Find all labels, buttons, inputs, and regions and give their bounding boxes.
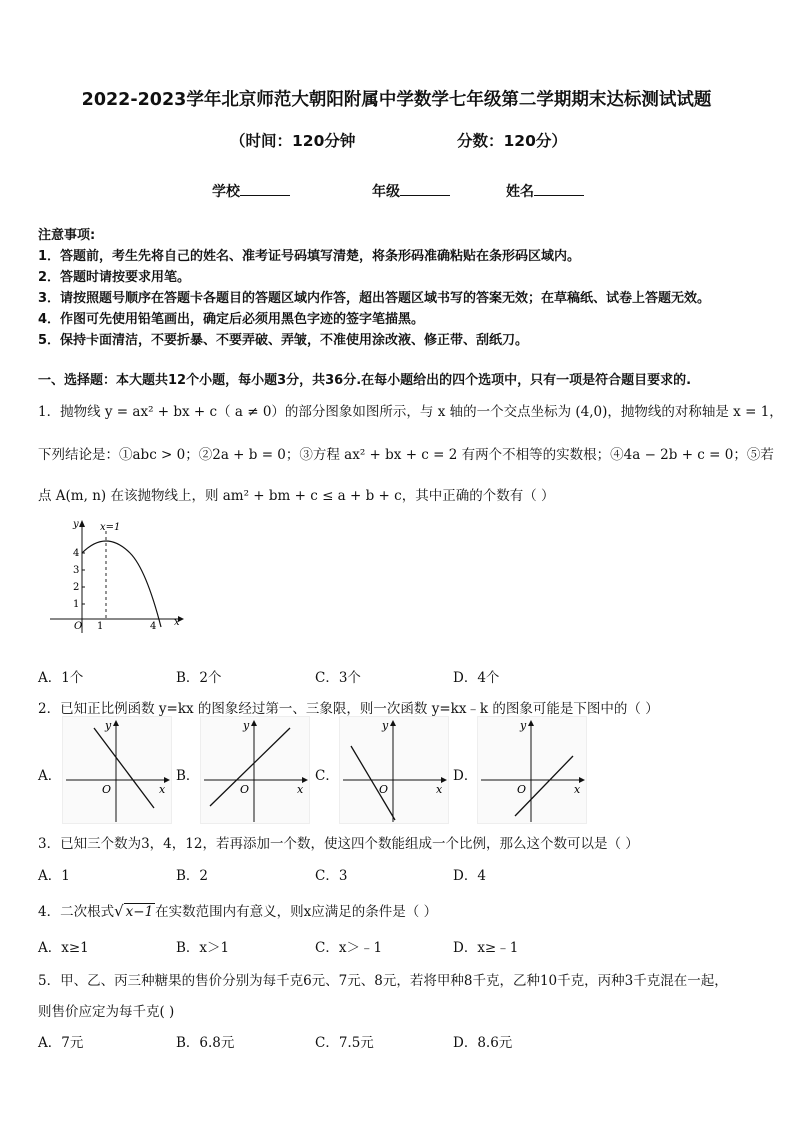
section-heading: 一、选择题：本大题共12个小题，每小题3分，共36分.在每小题给出的四个选项中，只有一项是符合题目要求的.	[38, 373, 692, 388]
q5-option-a[interactable]: A．7元	[38, 1035, 84, 1051]
q2-graph-b[interactable]	[200, 716, 310, 824]
q1-option-c[interactable]: C．3个	[315, 670, 361, 686]
y-tick-label: 1	[73, 599, 80, 610]
x-axis-label: x	[159, 783, 166, 796]
q2-option-a-label[interactable]: A．	[38, 768, 62, 784]
q5-line2: 则售价应定为每千克( )	[38, 1004, 175, 1020]
origin-label: O	[240, 783, 250, 796]
notice-heading: 注意事项:	[38, 228, 96, 243]
y-tick-label: 4	[73, 548, 80, 559]
q2-option-b-label[interactable]: B．	[176, 768, 200, 784]
x-axis-label: x	[297, 783, 304, 796]
q1-line2: 下列结论是：①abc > 0；②2a + b = 0；③方程 ax² + bx + c = 2 有两个不相等的实数根；④4a − 2b + c = 0；⑤若	[38, 447, 774, 463]
y-axis-arrow	[79, 520, 85, 527]
x-tick-label: 1	[97, 621, 104, 632]
school-label: 学校	[212, 184, 240, 200]
notice-item: 2．答题时请按要求用笔。	[38, 270, 191, 285]
q4-stem-after: 在实数范围内有意义，则x应满足的条件是（ ）	[155, 904, 438, 920]
y-tick-label: 3	[73, 565, 80, 576]
q5-option-b[interactable]: B．6.8元	[176, 1035, 235, 1051]
notice-item: 3．请按照题号顺序在答题卡各题目的答题区域内作答，超出答题区域书写的答案无效；在草稿纸、试卷上答题无效。	[38, 291, 711, 306]
name-label: 姓名	[506, 184, 534, 200]
notice-item: 4．作图可先使用铅笔画出，确定后必须用黑色字迹的签字笔描黑。	[38, 312, 425, 327]
symmetry-label: x=1	[100, 522, 121, 533]
q4-radicand: x−1	[125, 904, 154, 920]
q5-option-d[interactable]: D．8.6元	[453, 1035, 513, 1051]
x-axis-label: x	[174, 617, 180, 628]
q1-option-b[interactable]: B．2个	[176, 670, 222, 686]
q5-line1: 5．甲、乙、丙三种糖果的售价分别为每千克6元、7元、8元，若将甲种8千克，乙种10千克，丙种3千克混在一起，	[38, 973, 728, 989]
origin-label: O	[74, 621, 83, 632]
q2-graph-d[interactable]	[477, 716, 587, 824]
name-blank[interactable]	[534, 183, 584, 196]
name-field[interactable]	[506, 181, 584, 201]
q3-option-c[interactable]: C．3	[315, 868, 348, 884]
school-field[interactable]	[212, 181, 290, 201]
q5-option-c[interactable]: C．7.5元	[315, 1035, 374, 1051]
q1-line3: 点 A(m, n) 在该抛物线上，则 am² + bm + c ≤ a + b + c，其中正确的个数有（ ）	[38, 488, 555, 504]
x-axis-label: x	[574, 783, 581, 796]
notice-item: 5．保持卡面清洁，不要折暴、不要弄破、弄皱，不准使用涂改液、修正带、刮纸刀。	[38, 333, 529, 348]
q3-stem: 3．已知三个数为3，4，12，若再添加一个数，使这四个数能组成一个比例，那么这个数可以是（ ）	[38, 836, 639, 852]
x-axis-label: x	[436, 783, 443, 796]
q4-option-b[interactable]: B．x＞1	[176, 940, 230, 956]
q2-graph-a[interactable]	[62, 716, 172, 824]
q1-option-a[interactable]: A．1个	[38, 670, 84, 686]
y-axis-label: y	[520, 719, 527, 732]
school-blank[interactable]	[240, 183, 290, 196]
x-tick-label: 4	[150, 621, 157, 632]
origin-label: O	[517, 783, 527, 796]
exam-score: 分数：120分）	[457, 132, 567, 150]
grade-blank[interactable]	[400, 183, 450, 196]
page-title: 2022-2023学年北京师范大朝阳附属中学数学七年级第二学期期末达标测试试题	[81, 90, 712, 110]
q4-stem	[38, 900, 437, 920]
notice-item: 1．答题前，考生先将自己的姓名、准考证号码填写清楚，将条形码准确粘贴在条形码区域内。	[38, 249, 581, 264]
q1-option-d[interactable]: D．4个	[453, 670, 500, 686]
grade-label: 年级	[372, 184, 400, 200]
origin-label: O	[102, 783, 112, 796]
q2-stem: 2．已知正比例函数 y=kx 的图象经过第一、三象限，则一次函数 y=kx﹣k 的图象可能是下图中的（ ）	[38, 701, 659, 717]
origin-label: O	[379, 783, 389, 796]
y-axis-label: y	[73, 519, 79, 530]
q1-parabola-graph	[40, 515, 190, 635]
y-axis-label: y	[243, 719, 250, 732]
y-tick-label: 2	[73, 582, 80, 593]
q2-option-d-label[interactable]: D．	[453, 768, 478, 784]
q4-stem-before: 4．二次根式	[38, 904, 115, 920]
y-axis-label: y	[382, 719, 389, 732]
q1-line1: 1．抛物线 y = ax² + bx + c（ a ≠ 0）的部分图象如图所示，与 x 轴的一个交点坐标为 (4,0)，抛物线的对称轴是 x = 1，	[38, 404, 783, 420]
q4-option-d[interactable]: D．x≥﹣1	[453, 940, 519, 956]
q3-option-a[interactable]: A．1	[38, 868, 70, 884]
q2-option-c-label[interactable]: C．	[315, 768, 339, 784]
grade-field[interactable]	[372, 181, 450, 201]
q2-graph-c[interactable]	[339, 716, 449, 824]
q4-option-c[interactable]: C．x＞﹣1	[315, 940, 383, 956]
parabola-curve	[82, 541, 161, 627]
q4-option-a[interactable]: A．x≥1	[38, 940, 89, 956]
sqrt-sign: √	[114, 902, 124, 920]
q3-option-d[interactable]: D．4	[453, 868, 486, 884]
exam-time: （时间：120分钟	[230, 132, 356, 150]
q3-option-b[interactable]: B．2	[176, 868, 209, 884]
y-axis-label: y	[105, 719, 112, 732]
